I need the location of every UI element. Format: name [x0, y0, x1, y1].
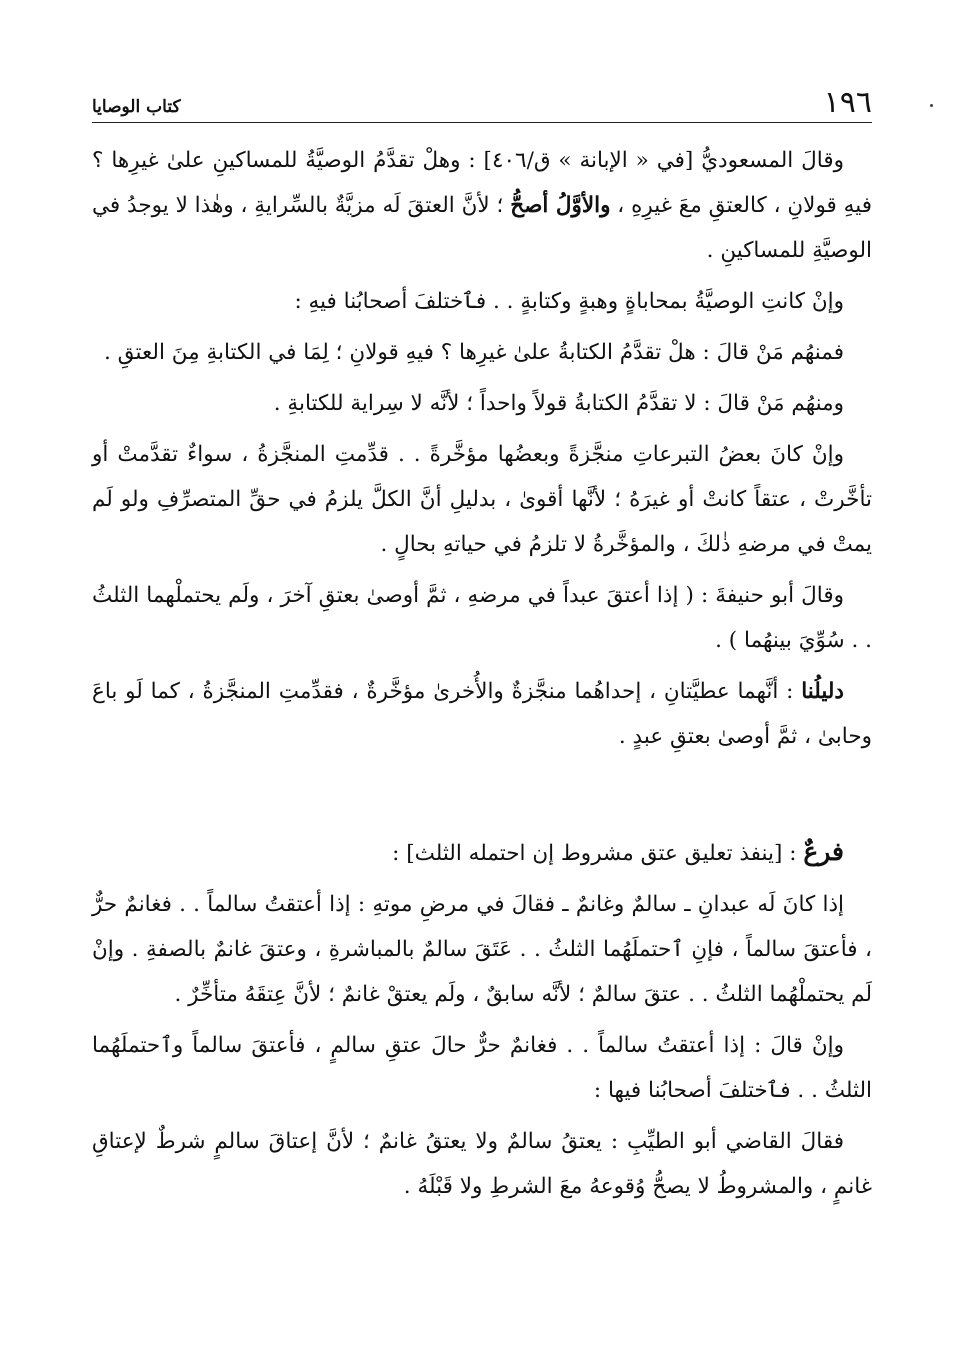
page-body: [92, 138, 872, 1209]
paragraph-text: ومنهُم مَنْ قالَ : لا تقدَّمُ الكتابةُ قولاً واحداً ؛ لأنَّه لا سِراية للكتابةِ .: [273, 391, 844, 416]
running-header: [92, 82, 872, 118]
branch-label: فرعٌ: [803, 837, 844, 866]
branch-paragraph-2: [92, 1023, 872, 1113]
paragraph-text: وقالَ المسعوديُّ [في « الإبانة » ق/٤٠٦] : وهلْ تقدَّمُ الوصيَّةُ للمساكينِ علىٰ غيرِها ؟ فيهِ قولانِ ، كالعتقِ معَ غيرِهِ ،: [92, 148, 872, 218]
paragraph-second-view: [92, 381, 872, 426]
paragraph-text: وإنْ كانَ بعضُ التبرعاتِ منجَّزةً وبعضُها مؤخَّرةً . . قدِّمتِ المنجَّزةُ ، سواءٌ تقدَّمتْ أو تأخَّرتْ ، عتقاً كانتْ أو غيرَهُ ؛ لأنَّها أقوىٰ ، بدليلِ أنَّ الكلَّ يلزمُ في حقِّ المتصرِّفِ ولو لَم يمتْ في مرضهِ ذٰلكَ ، والمؤخَّرةُ لا تلزمُ في حياتهِ بحالٍ .: [92, 442, 872, 557]
paragraph-evidence: [92, 669, 872, 759]
paragraph-text: : أنَّهما عطيَّتانِ ، إحداهُما منجَّزةٌ والأُخرىٰ مؤخَّرةٌ ، فقدِّمتِ المنجَّزةُ ، كما لَو باعَ وحابىٰ ، ثمَّ أوصىٰ بعتقِ عبدٍ .: [92, 679, 872, 749]
paragraph-text: فقالَ القاضي أبو الطيِّبِ : يعتقُ سالمٌ ولا يعتقُ غانمٌ ؛ لأنَّ إعتاقَ سالمٍ شرطٌ لإعتاقِ غانمٍ ، والمشروطُ لا يصحُّ وُقوعهُ معَ الشرطِ ولا قَبْلَهُ .: [92, 1129, 872, 1199]
ruling-emphasis: والأوَّلُ أصحُّ: [510, 193, 611, 218]
branch-heading: [92, 829, 872, 876]
margin-dot: [930, 104, 933, 107]
book-title: كتاب الوصايا: [92, 97, 181, 117]
paragraph-masudi: [92, 138, 872, 273]
paragraph-text: وإنْ قالَ : إذا أعتقتُ سالماً . . فغانمٌ حرٌّ حالَ عتقِ سالمٍ ، فأعتقَ سالماً وٱحتملَهُما الثلثُ . . فٱختلفَ أصحابُنا فيها :: [92, 1033, 872, 1103]
page-number: ١٩٦: [823, 85, 872, 120]
paragraph-text: وإنْ كانتِ الوصيَّةُ بمحاباةٍ وهبةٍ وكتابةٍ . . فٱختلفَ أصحابُنا فيهِ :: [294, 289, 844, 314]
paragraph-text: وقالَ أبو حنيفةَ : ( إذا أعتقَ عبداً في مرضهِ ، ثمَّ أوصىٰ بعتقِ آخرَ ، ولَم يحتملْهما الثلثُ . . سُوِّيَ بينهُما ) .: [92, 583, 872, 653]
branch-paragraph-3: [92, 1119, 872, 1209]
evidence-label: دليلُنا: [801, 679, 844, 704]
paragraph-abu-hanifa: [92, 573, 872, 663]
branch-title: : [ينفذ تعليق عتق مشروط إن احتمله الثلث] :: [392, 841, 804, 866]
paragraph-immediate-gifts: [92, 432, 872, 567]
paragraph-text: إذا كانَ لَه عبدانِ ـ سالمٌ وغانمٌ ـ فقالَ في مرضِ موتهِ : إذا أعتقتُ سالماً . . فغانمٌ حرٌّ ، فأعتقَ سالماً ، فإنِ ٱحتملَهُما الثلثُ . . عَتَقَ سالمٌ بالمباشرةِ ، وعتقَ غانمٌ بالصفةِ . وإنْ لَم يحتملْهُما الثلثُ . . عتقَ سالمٌ ؛ لأنَّه سابقٌ ، ولَم يعتقْ غانمٌ ؛ لأنَّ عِتقَهُ متأخِّرٌ .: [92, 892, 872, 1007]
paragraph-text: فمنهُم مَنْ قالَ : هلْ تقدَّمُ الكتابةُ علىٰ غيرِها ؟ فيهِ قولانِ ؛ لِمَا في الكتابةِ مِنَ العتقِ .: [103, 340, 844, 365]
paragraph-text: ؛ لأنَّ العتقَ لَه مزيَّةٌ بالسِّرايةِ ، وهٰذا لا يوجدُ في الوصيَّةِ للمساكينِ .: [92, 193, 872, 263]
branch-paragraph-1: [92, 882, 872, 1017]
paragraph-muhabah: [92, 279, 872, 324]
paragraph-first-view: [92, 330, 872, 375]
header-rule: [92, 122, 872, 123]
